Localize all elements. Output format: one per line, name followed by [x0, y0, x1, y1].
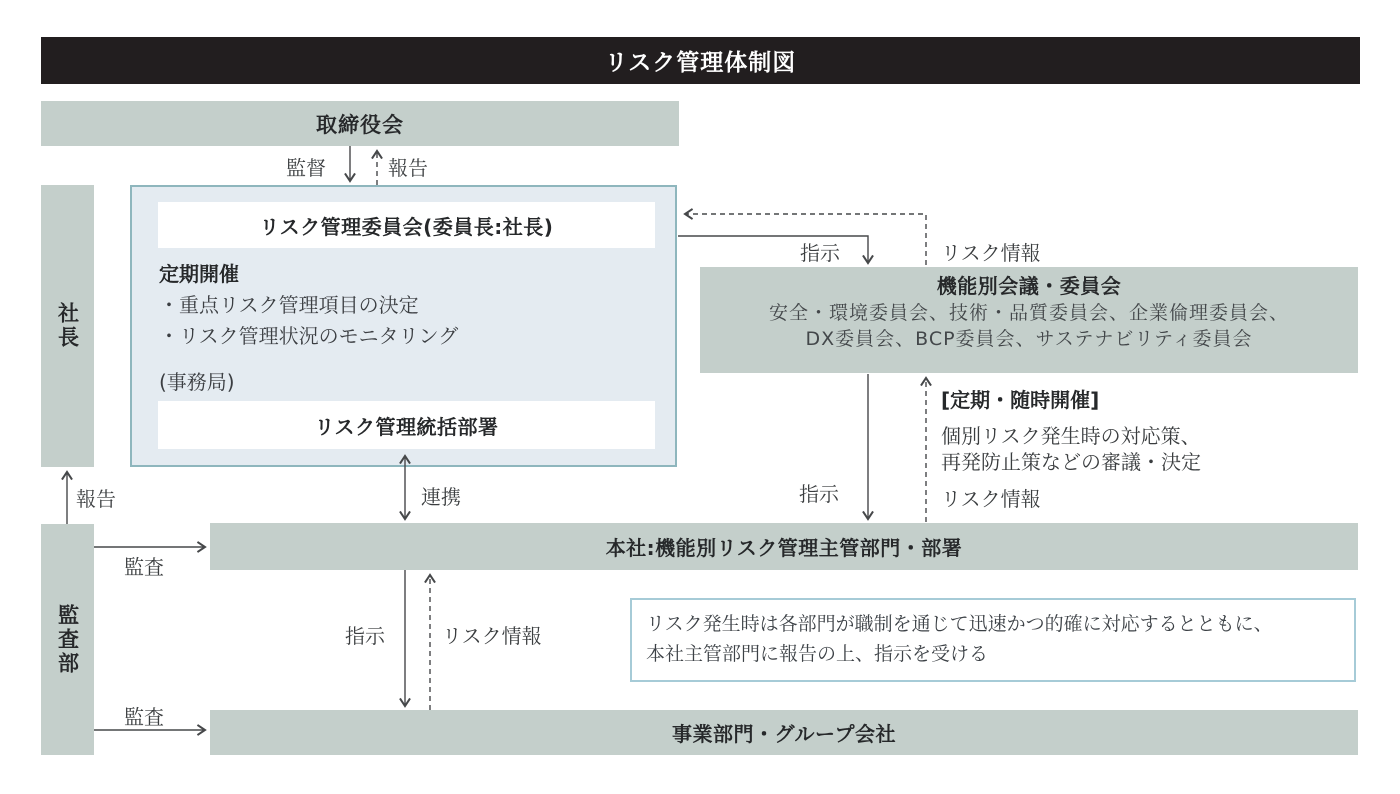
risk-committee-title: リスク管理委員会(委員長:社長) [259, 214, 554, 239]
board-of-directors-box [41, 101, 679, 146]
risk-info-mid-label: リスク情報 [941, 487, 1041, 511]
functional-committees-line1: 安全・環境委員会、技術・品質委員会、企業倫理委員会、 [768, 302, 1289, 324]
diagram-title-banner [41, 37, 1360, 84]
risk-response-note-box [630, 598, 1356, 682]
schedule-note-heading: [定期・随時開催] [941, 388, 1100, 412]
note-line-2: 本社主管部門に報告の上、指示を受ける [646, 643, 989, 665]
report-left-label: 報告 [76, 487, 116, 511]
renkei-label: 連携 [421, 485, 461, 509]
audit-bottom-label: 監査 [124, 705, 164, 729]
risk-control-office-label: リスク管理統括部署 [314, 414, 499, 439]
business-divisions-label: 事業部門・グループ会社 [672, 722, 896, 746]
hq-risk-departments-label: 本社:機能別リスク管理主管部門・部署 [605, 536, 963, 560]
functional-committees-title: 機能別会議・委員会 [936, 274, 1122, 298]
risk-committee-title-box [158, 202, 655, 248]
audit-department-box [41, 524, 94, 755]
functional-committees-box [700, 267, 1358, 373]
committee-bullet-2: ・リスク管理状況のモニタリング [159, 324, 459, 348]
president-label: 社長 [55, 302, 80, 350]
schedule-note-line2: 再発防止策などの審議・決定 [941, 450, 1201, 474]
schedule-note-line1: 個別リスク発生時の対応策、 [941, 424, 1201, 448]
risk-info-bottom-label: リスク情報 [442, 624, 542, 648]
report-top-label: 報告 [388, 156, 428, 180]
hq-risk-departments-bar [210, 523, 1358, 570]
business-divisions-bar [210, 710, 1358, 755]
board-of-directors-label: 取締役会 [316, 112, 404, 137]
audit-department-label: 監査部 [55, 603, 80, 676]
committee-bullet-1: ・重点リスク管理項目の決定 [159, 293, 419, 317]
supervise-label: 監督 [286, 156, 326, 180]
president-box [41, 185, 94, 467]
functional-committees-line2: DX委員会、BCP委員会、サステナビリティ委員会 [805, 328, 1253, 350]
risk-info-top-label: リスク情報 [941, 241, 1041, 265]
diagram-title: リスク管理体制図 [604, 50, 797, 76]
instruct-top-label: 指示 [800, 241, 840, 265]
instruct-mid-label: 指示 [799, 482, 839, 506]
schedule-heading: 定期開催 [159, 262, 239, 286]
audit-top-label: 監査 [124, 555, 164, 579]
note-line-1: リスク発生時は各部門が職制を通じて迅速かつ的確に対応するとともに、 [646, 613, 1273, 635]
secretariat-label: (事務局) [159, 370, 235, 394]
risk-committee-panel [130, 185, 677, 467]
risk-control-office-box [158, 401, 655, 449]
instruct-bottom-label: 指示 [345, 624, 385, 648]
